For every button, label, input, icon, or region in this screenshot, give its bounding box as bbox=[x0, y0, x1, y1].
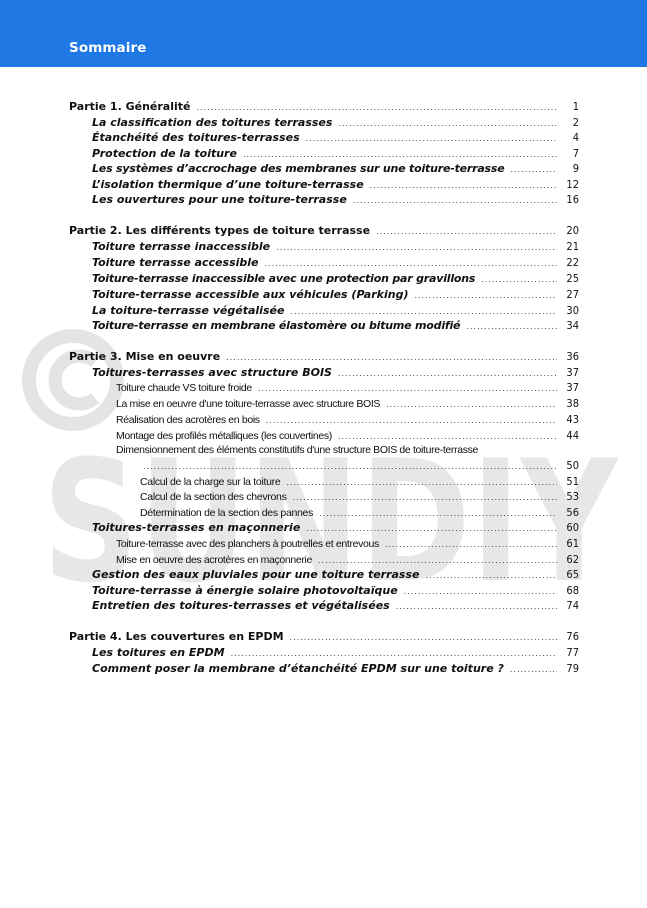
dot-leader bbox=[511, 165, 557, 174]
dot-leader bbox=[266, 416, 557, 425]
toc-entry[interactable] bbox=[92, 256, 579, 271]
dot-leader bbox=[338, 432, 557, 441]
toc-page-number: 30 bbox=[566, 304, 579, 317]
toc-page-number: 1 bbox=[572, 100, 579, 113]
dot-leader bbox=[276, 243, 557, 252]
toc-entry[interactable] bbox=[92, 162, 579, 177]
toc-subentry[interactable] bbox=[116, 381, 579, 396]
toc-entry-title: Calcul de la charge sur la toiture bbox=[140, 476, 281, 488]
toc-entry-title: La classification des toitures terrasses bbox=[92, 116, 333, 129]
dot-leader bbox=[318, 556, 557, 565]
toc-page-number: 68 bbox=[566, 584, 579, 597]
dot-leader bbox=[226, 353, 557, 362]
toc-page-number: 36 bbox=[566, 350, 579, 363]
toc-subentry[interactable] bbox=[116, 397, 579, 412]
toc-subentry[interactable] bbox=[116, 413, 579, 428]
toc-entry-title: Protection de la toiture bbox=[92, 147, 237, 160]
toc-page-number: 62 bbox=[566, 553, 579, 566]
toc-entry-title: Toiture terrasse accessible bbox=[92, 256, 259, 269]
toc-page-number: 4 bbox=[572, 131, 579, 144]
dot-leader bbox=[306, 134, 557, 143]
toc-subsubentry[interactable] bbox=[140, 490, 579, 505]
toc-page-number: 56 bbox=[566, 506, 579, 519]
toc-part-4[interactable] bbox=[69, 630, 579, 645]
toc-entry[interactable] bbox=[92, 288, 579, 303]
toc-entry-title: Étanchéité des toitures-terrasses bbox=[92, 131, 300, 144]
toc-entry-title: Toiture-terrasse en membrane élastomère ou bitume modifié bbox=[92, 319, 461, 332]
toc-page-number: 7 bbox=[572, 147, 579, 160]
toc-subentry-continuation[interactable] bbox=[140, 459, 579, 474]
toc-page-number: 34 bbox=[566, 319, 579, 332]
toc-entry[interactable] bbox=[92, 193, 579, 208]
toc-entry[interactable] bbox=[92, 568, 579, 583]
toc-entry[interactable] bbox=[92, 599, 579, 614]
dot-leader bbox=[231, 649, 557, 658]
toc-entry-title: Toiture-terrasse à énergie solaire photovoltaïque bbox=[92, 584, 398, 597]
toc-page-number: 37 bbox=[566, 366, 579, 379]
toc-page-number: 51 bbox=[566, 475, 579, 488]
dot-leader bbox=[396, 602, 557, 611]
dot-leader bbox=[376, 227, 557, 236]
toc-entry-title: Calcul de la section des chevrons bbox=[140, 491, 287, 503]
dot-leader bbox=[143, 462, 557, 471]
toc-entry[interactable] bbox=[92, 646, 579, 661]
toc-entry[interactable] bbox=[92, 521, 579, 536]
toc-entry[interactable] bbox=[92, 304, 579, 319]
toc-entry-title: L’isolation thermique d’une toiture-terrasse bbox=[92, 178, 364, 191]
toc-subentry[interactable] bbox=[116, 537, 579, 552]
toc-page-number: 25 bbox=[566, 272, 579, 285]
toc-entry[interactable] bbox=[92, 131, 579, 146]
page-title: Sommaire bbox=[69, 40, 147, 56]
toc-subsubentry[interactable] bbox=[140, 475, 579, 490]
toc-entry-title: Détermination de la section des pannes bbox=[140, 507, 314, 519]
toc-page-number: 12 bbox=[566, 178, 579, 191]
dot-leader bbox=[286, 478, 557, 487]
dot-leader bbox=[404, 587, 557, 596]
toc-page-number: 76 bbox=[566, 630, 579, 643]
toc-entry-title: La mise en oeuvre d'une toiture-terrasse avec structure BOIS bbox=[116, 398, 381, 410]
toc-entry[interactable] bbox=[92, 116, 579, 131]
dot-leader bbox=[258, 384, 557, 393]
toc-page-number: 74 bbox=[566, 599, 579, 612]
toc-page-number: 77 bbox=[566, 646, 579, 659]
toc-page-number: 44 bbox=[566, 429, 579, 442]
toc-entry-title: Partie 1. Généralité bbox=[69, 100, 191, 113]
toc-page-number: 9 bbox=[572, 162, 579, 175]
toc-entry[interactable] bbox=[92, 240, 579, 255]
toc-page-number: 43 bbox=[566, 413, 579, 426]
dot-leader bbox=[306, 524, 557, 533]
toc-entry[interactable] bbox=[92, 662, 579, 677]
dot-leader bbox=[196, 103, 557, 112]
dot-leader bbox=[319, 509, 557, 518]
dot-leader bbox=[265, 259, 558, 268]
toc-entry-title: Les systèmes d’accrochage des membranes sur une toiture-terrasse bbox=[92, 162, 505, 175]
toc-entry-title: Toiture chaude VS toiture froide bbox=[116, 382, 252, 394]
toc-subentry[interactable] bbox=[116, 553, 579, 568]
toc-entry-title: Mise en oeuvre des acrotères en maçonnerie bbox=[116, 554, 312, 566]
toc-entry-title: Gestion des eaux pluviales pour une toiture terrasse bbox=[92, 568, 420, 581]
toc-entry-title: Toitures-terrasses en maçonnerie bbox=[92, 521, 301, 534]
toc-page-number: 50 bbox=[566, 459, 579, 472]
dot-leader bbox=[481, 275, 557, 284]
toc-subentry[interactable] bbox=[116, 429, 579, 444]
toc-entry-title: Dimensionnement des éléments constitutifs d'une structure BOIS de toiture-terrasse bbox=[116, 444, 478, 456]
toc-entry[interactable] bbox=[92, 319, 579, 334]
dot-leader bbox=[385, 540, 557, 549]
toc-page-number: 21 bbox=[566, 240, 579, 253]
toc-page-number: 61 bbox=[566, 537, 579, 550]
toc-page-number: 2 bbox=[572, 116, 579, 129]
dot-leader bbox=[353, 196, 557, 205]
toc-subsubentry[interactable] bbox=[140, 506, 579, 521]
toc-entry-title: Partie 3. Mise en oeuvre bbox=[69, 350, 221, 363]
toc-page-number: 20 bbox=[566, 224, 579, 237]
dot-leader bbox=[290, 307, 557, 316]
toc-part-1[interactable] bbox=[69, 100, 579, 115]
dot-leader bbox=[290, 633, 557, 642]
toc-entry[interactable] bbox=[92, 584, 579, 599]
toc-page-number: 22 bbox=[566, 256, 579, 269]
toc-entry-title: Toitures-terrasses avec structure BOIS bbox=[92, 366, 332, 379]
dot-leader bbox=[414, 291, 557, 300]
toc-entry-title: Toiture terrasse inaccessible bbox=[92, 240, 271, 253]
dot-leader bbox=[243, 150, 557, 159]
toc-page-number: 37 bbox=[566, 381, 579, 394]
toc-entry-title: Comment poser la membrane d’étanchéité EPDM sur une toiture ? bbox=[92, 662, 504, 675]
toc-entry-title: Partie 2. Les différents types de toiture terrasse bbox=[69, 224, 371, 237]
toc-entry[interactable] bbox=[92, 366, 579, 381]
toc-entry[interactable] bbox=[92, 147, 579, 162]
toc-entry-title: Toiture-terrasse inaccessible avec une protection par gravillons bbox=[92, 272, 476, 285]
toc-page-number: 38 bbox=[566, 397, 579, 410]
toc-entry-title: Montage des profilés métalliques (les couvertines) bbox=[116, 430, 332, 442]
toc-entry-title: La toiture-terrasse végétalisée bbox=[92, 304, 285, 317]
watermark-text: SUNDIY bbox=[42, 424, 620, 620]
dot-leader bbox=[338, 119, 557, 128]
toc-entry[interactable] bbox=[92, 178, 579, 193]
toc-page-number: 79 bbox=[566, 662, 579, 675]
toc-part-2[interactable] bbox=[69, 224, 579, 239]
toc-entry-title: Les ouvertures pour une toiture-terrasse bbox=[92, 193, 347, 206]
dot-leader bbox=[510, 665, 557, 674]
toc-entry-title: Toiture-terrasse avec des planchers à poutrelles et entrevous bbox=[116, 538, 379, 550]
dot-leader bbox=[293, 493, 557, 502]
dot-leader bbox=[426, 571, 558, 580]
toc-part-3[interactable] bbox=[69, 350, 579, 365]
toc-subentry[interactable] bbox=[116, 444, 579, 459]
toc-entry-title: Les toitures en EPDM bbox=[92, 646, 225, 659]
toc-entry-title: Partie 4. Les couvertures en EPDM bbox=[69, 630, 284, 643]
dot-leader bbox=[466, 322, 557, 331]
dot-leader bbox=[338, 369, 557, 378]
toc-page-number: 60 bbox=[566, 521, 579, 534]
toc-entry[interactable] bbox=[92, 272, 579, 287]
toc-entry-title: Entretien des toitures-terrasses et végétalisées bbox=[92, 599, 390, 612]
dot-leader bbox=[386, 400, 557, 409]
toc-page-number: 53 bbox=[566, 490, 579, 503]
dot-leader bbox=[370, 181, 557, 190]
toc-entry-title: Toiture-terrasse accessible aux véhicules (Parking) bbox=[92, 288, 409, 301]
toc-page-number: 27 bbox=[566, 288, 579, 301]
toc-page-number: 65 bbox=[566, 568, 579, 581]
toc-entry-title: Réalisation des acrotères en bois bbox=[116, 414, 260, 426]
toc-page-number: 16 bbox=[566, 193, 579, 206]
